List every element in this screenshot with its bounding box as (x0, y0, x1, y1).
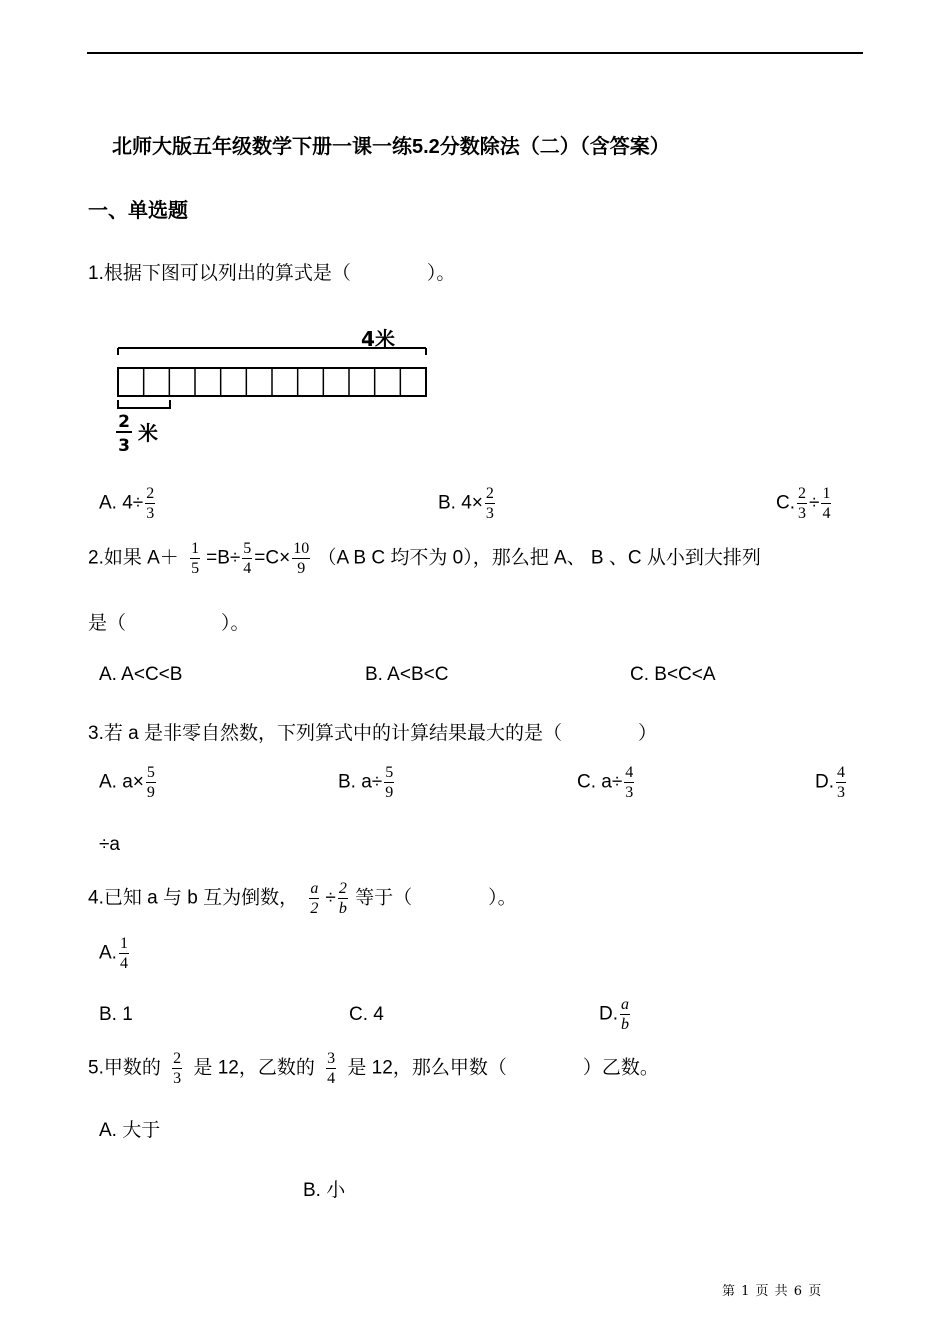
q3-option-b[interactable]: B. a÷ $\frac{5}{9}$ (338, 764, 394, 801)
q2-option-c[interactable]: C. B<C<A (630, 664, 716, 685)
q3-option-a[interactable]: A. a× $\frac{5}{9}$ (99, 764, 155, 801)
figure-bottom-den: 3 (118, 436, 130, 456)
figure-cells (118, 368, 426, 396)
figure-top-label: 4米 (361, 327, 395, 351)
q1-option-a[interactable]: A. 4÷ $\frac{2}{3}$ (99, 485, 155, 522)
q2-option-b[interactable]: B. A<B<C (365, 664, 449, 685)
question-5-text: 5.甲数的 $\frac{2}{3}$ 是 12，乙数的 $\frac{3}{4}$ 是 12，那么甲数（ ）乙数。 (88, 1050, 659, 1087)
question-4-text: 4.已知 a 与 b 互为倒数， $\frac{a}{2}$ ÷ $\frac{2}{b}$ 等于（ ）。 (88, 880, 517, 917)
figure-bottom-brace (118, 400, 170, 408)
question-1-figure (108, 322, 438, 462)
question-3-text: 3.若 a 是非零自然数，下列算式中的计算结果最大的是（ ） (88, 723, 657, 744)
header-rule (87, 52, 863, 54)
document-title: 北师大版五年级数学下册一课一练5.2分数除法（二）（含答案） (112, 136, 670, 158)
q4-option-d[interactable]: D. $\frac{a}{b}$ (599, 996, 629, 1033)
figure-bottom-num: 2 (118, 412, 130, 432)
question-2-text: 2.如果 A＋ $\frac{1}{5}$ =B÷ $\frac{5}{4}$ =C× $\frac{10}{9}$ （A B C 均不为 0），那么把 A、 B 、C 从小到大排列 (88, 540, 761, 577)
q4-option-b[interactable]: B. 1 (99, 1004, 133, 1025)
q3-option-d[interactable]: D. $\frac{4}{3}$ (815, 764, 845, 801)
q2-option-a[interactable]: A. A<C<B (99, 664, 183, 685)
q5-option-b[interactable]: B. 小 (303, 1180, 346, 1201)
question-1-text: 1.根据下图可以列出的算式是（ ）。 (88, 263, 456, 284)
q5-option-a[interactable]: A. 大于 (99, 1120, 161, 1141)
section-heading: 一、单选题 (88, 200, 188, 222)
q4-option-c[interactable]: C. 4 (349, 1004, 384, 1025)
q3-option-c[interactable]: C. a÷ $\frac{4}{3}$ (577, 764, 634, 801)
q3-option-d-tail: ÷a (99, 834, 120, 855)
q1-option-c[interactable]: C. $\frac{2}{3}$ ÷ $\frac{1}{4}$ (776, 485, 831, 522)
q4-option-a[interactable]: A. $\frac{1}{4}$ (99, 935, 128, 972)
page-footer: 第 1 页 共 6 页 (722, 1284, 823, 1299)
question-2-line2: 是（ ）。 (88, 613, 250, 634)
figure-bottom-unit: 米 (138, 421, 158, 445)
q1-option-b[interactable]: B. 4× $\frac{2}{3}$ (438, 485, 494, 522)
